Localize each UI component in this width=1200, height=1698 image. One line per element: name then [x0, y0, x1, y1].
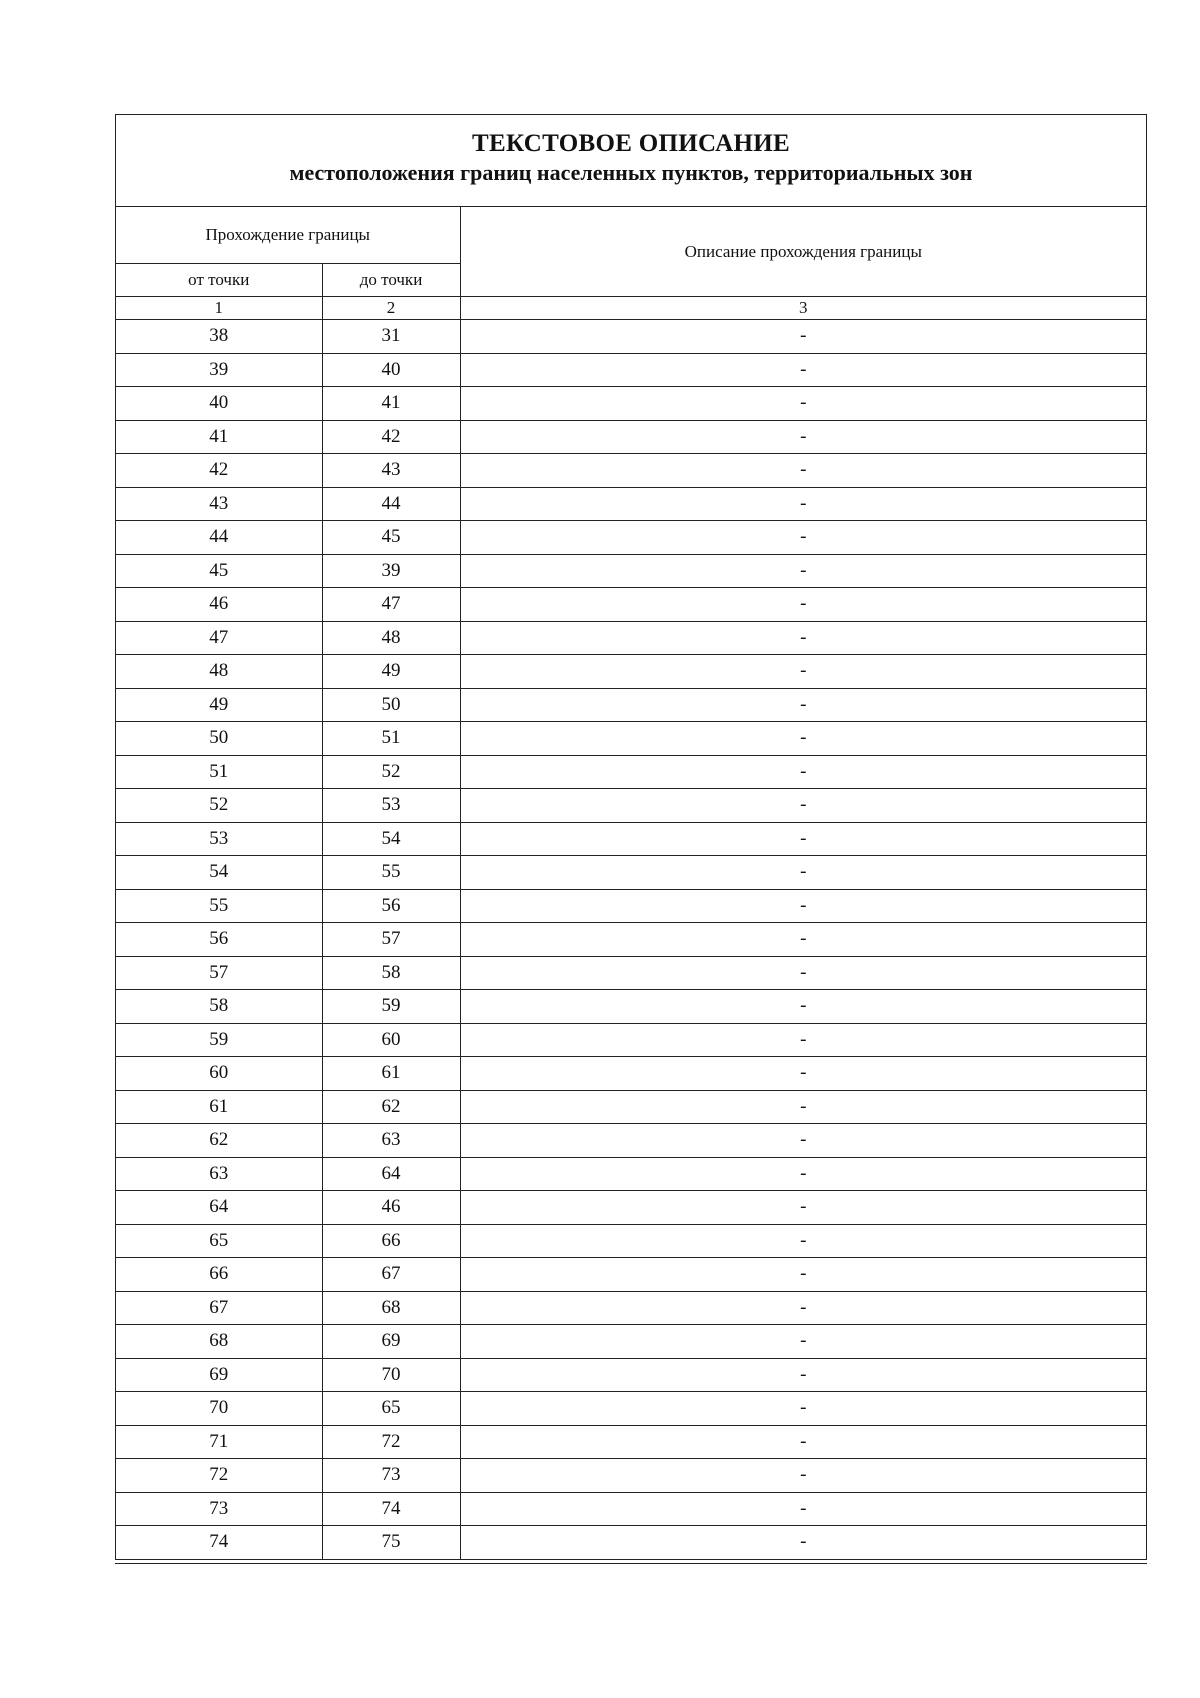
cell-from-point: 67	[116, 1291, 322, 1325]
cell-to-point: 44	[322, 487, 460, 521]
cell-to-point: 74	[322, 1492, 460, 1526]
cell-from-point: 72	[116, 1459, 322, 1493]
table-row	[116, 1023, 1146, 1057]
header-description: Описание прохождения границы	[460, 207, 1146, 297]
cell-to-point: 54	[322, 822, 460, 856]
cell-from-point: 44	[116, 521, 322, 555]
header-col-number-2: 2	[322, 297, 460, 320]
cell-to-point: 59	[322, 990, 460, 1024]
cell-from-point: 47	[116, 621, 322, 655]
cell-description: -	[460, 1492, 1146, 1526]
table-row	[116, 923, 1146, 957]
table-row	[116, 387, 1146, 421]
cell-description: -	[460, 1090, 1146, 1124]
cell-to-point: 62	[322, 1090, 460, 1124]
cell-from-point: 68	[116, 1325, 322, 1359]
cell-to-point: 45	[322, 521, 460, 555]
cell-description: -	[460, 454, 1146, 488]
cell-from-point: 45	[116, 554, 322, 588]
cell-to-point: 75	[322, 1526, 460, 1560]
cell-to-point: 52	[322, 755, 460, 789]
cell-description: -	[460, 420, 1146, 454]
cell-from-point: 62	[116, 1124, 322, 1158]
cell-to-point: 63	[322, 1124, 460, 1158]
cell-to-point: 50	[322, 688, 460, 722]
cell-from-point: 41	[116, 420, 322, 454]
table-row	[116, 1492, 1146, 1526]
cell-to-point: 69	[322, 1325, 460, 1359]
cell-from-point: 70	[116, 1392, 322, 1426]
table-row	[116, 755, 1146, 789]
cell-description: -	[460, 1459, 1146, 1493]
cell-from-point: 52	[116, 789, 322, 823]
cell-description: -	[460, 956, 1146, 990]
cell-from-point: 39	[116, 353, 322, 387]
cell-to-point: 73	[322, 1459, 460, 1493]
cell-description: -	[460, 1291, 1146, 1325]
cell-to-point: 49	[322, 655, 460, 689]
title-block	[116, 115, 1146, 207]
cell-to-point: 56	[322, 889, 460, 923]
cell-from-point: 65	[116, 1224, 322, 1258]
table-row	[116, 554, 1146, 588]
table-body	[116, 320, 1146, 1560]
cell-description: -	[460, 1224, 1146, 1258]
cell-to-point: 40	[322, 353, 460, 387]
table-row	[116, 521, 1146, 555]
cell-description: -	[460, 353, 1146, 387]
table-header	[116, 207, 1146, 320]
table-row	[116, 1157, 1146, 1191]
cell-from-point: 73	[116, 1492, 322, 1526]
cell-description: -	[460, 1325, 1146, 1359]
cell-from-point: 60	[116, 1057, 322, 1091]
cell-from-point: 61	[116, 1090, 322, 1124]
cell-to-point: 68	[322, 1291, 460, 1325]
cell-description: -	[460, 487, 1146, 521]
cell-to-point: 43	[322, 454, 460, 488]
cell-to-point: 47	[322, 588, 460, 622]
cell-description: -	[460, 822, 1146, 856]
table-row	[116, 655, 1146, 689]
cell-from-point: 43	[116, 487, 322, 521]
cell-to-point: 70	[322, 1358, 460, 1392]
cell-from-point: 50	[116, 722, 322, 756]
table-row	[116, 889, 1146, 923]
document-subtitle: местоположения границ населенных пунктов, территориальных зон	[289, 160, 973, 185]
cell-description: -	[460, 1124, 1146, 1158]
cell-to-point: 58	[322, 956, 460, 990]
cell-description: -	[460, 554, 1146, 588]
table-row	[116, 1358, 1146, 1392]
cell-to-point: 42	[322, 420, 460, 454]
cell-description: -	[460, 1057, 1146, 1091]
cell-to-point: 64	[322, 1157, 460, 1191]
table-row	[116, 789, 1146, 823]
cell-to-point: 46	[322, 1191, 460, 1225]
table-row	[116, 990, 1146, 1024]
cell-description: -	[460, 1526, 1146, 1560]
bottom-rule	[115, 1563, 1147, 1564]
cell-description: -	[460, 856, 1146, 890]
table-row	[116, 1392, 1146, 1426]
table-row	[116, 722, 1146, 756]
cell-from-point: 74	[116, 1526, 322, 1560]
header-boundary-passage: Прохождение границы	[116, 207, 460, 264]
cell-to-point: 61	[322, 1057, 460, 1091]
header-col-number-3: 3	[460, 297, 1146, 320]
cell-description: -	[460, 655, 1146, 689]
cell-from-point: 63	[116, 1157, 322, 1191]
table-row	[116, 420, 1146, 454]
cell-from-point: 55	[116, 889, 322, 923]
cell-description: -	[460, 1425, 1146, 1459]
cell-to-point: 67	[322, 1258, 460, 1292]
cell-description: -	[460, 1191, 1146, 1225]
cell-description: -	[460, 621, 1146, 655]
cell-description: -	[460, 889, 1146, 923]
cell-to-point: 55	[322, 856, 460, 890]
cell-description: -	[460, 789, 1146, 823]
cell-description: -	[460, 1258, 1146, 1292]
table-row	[116, 1526, 1146, 1560]
table-row	[116, 621, 1146, 655]
table-row	[116, 1325, 1146, 1359]
cell-to-point: 60	[322, 1023, 460, 1057]
table-row	[116, 320, 1146, 354]
boundary-table	[116, 207, 1146, 1560]
cell-to-point: 66	[322, 1224, 460, 1258]
cell-description: -	[460, 990, 1146, 1024]
cell-from-point: 40	[116, 387, 322, 421]
cell-from-point: 59	[116, 1023, 322, 1057]
cell-description: -	[460, 923, 1146, 957]
table-row	[116, 956, 1146, 990]
table-row	[116, 688, 1146, 722]
document-frame	[115, 114, 1147, 1560]
cell-from-point: 57	[116, 956, 322, 990]
cell-to-point: 72	[322, 1425, 460, 1459]
cell-to-point: 65	[322, 1392, 460, 1426]
cell-description: -	[460, 320, 1146, 354]
table-row	[116, 1224, 1146, 1258]
cell-from-point: 71	[116, 1425, 322, 1459]
cell-from-point: 66	[116, 1258, 322, 1292]
table-row	[116, 1459, 1146, 1493]
cell-to-point: 31	[322, 320, 460, 354]
table-row	[116, 487, 1146, 521]
document-title: ТЕКСТОВОЕ ОПИСАНИЕ	[472, 130, 790, 157]
cell-from-point: 69	[116, 1358, 322, 1392]
table-row	[116, 1090, 1146, 1124]
table-row	[116, 1191, 1146, 1225]
cell-description: -	[460, 1023, 1146, 1057]
cell-from-point: 64	[116, 1191, 322, 1225]
cell-to-point: 53	[322, 789, 460, 823]
cell-description: -	[460, 722, 1146, 756]
cell-description: -	[460, 688, 1146, 722]
cell-from-point: 42	[116, 454, 322, 488]
header-from-point: от точки	[116, 264, 322, 297]
table-row	[116, 1291, 1146, 1325]
cell-description: -	[460, 1358, 1146, 1392]
table-row	[116, 1057, 1146, 1091]
table-row	[116, 1425, 1146, 1459]
table-row	[116, 1258, 1146, 1292]
cell-description: -	[460, 1157, 1146, 1191]
table-row	[116, 822, 1146, 856]
header-col-number-1: 1	[116, 297, 322, 320]
cell-description: -	[460, 755, 1146, 789]
cell-description: -	[460, 1392, 1146, 1426]
cell-to-point: 57	[322, 923, 460, 957]
cell-to-point: 48	[322, 621, 460, 655]
cell-to-point: 41	[322, 387, 460, 421]
cell-to-point: 39	[322, 554, 460, 588]
cell-from-point: 48	[116, 655, 322, 689]
table-row	[116, 1124, 1146, 1158]
cell-from-point: 54	[116, 856, 322, 890]
table-row	[116, 353, 1146, 387]
cell-from-point: 56	[116, 923, 322, 957]
cell-description: -	[460, 387, 1146, 421]
cell-from-point: 46	[116, 588, 322, 622]
table-row	[116, 454, 1146, 488]
cell-from-point: 49	[116, 688, 322, 722]
cell-from-point: 53	[116, 822, 322, 856]
header-to-point: до точки	[322, 264, 460, 297]
cell-from-point: 38	[116, 320, 322, 354]
table-row	[116, 588, 1146, 622]
cell-to-point: 51	[322, 722, 460, 756]
cell-description: -	[460, 521, 1146, 555]
table-row	[116, 856, 1146, 890]
cell-from-point: 58	[116, 990, 322, 1024]
cell-description: -	[460, 588, 1146, 622]
cell-from-point: 51	[116, 755, 322, 789]
